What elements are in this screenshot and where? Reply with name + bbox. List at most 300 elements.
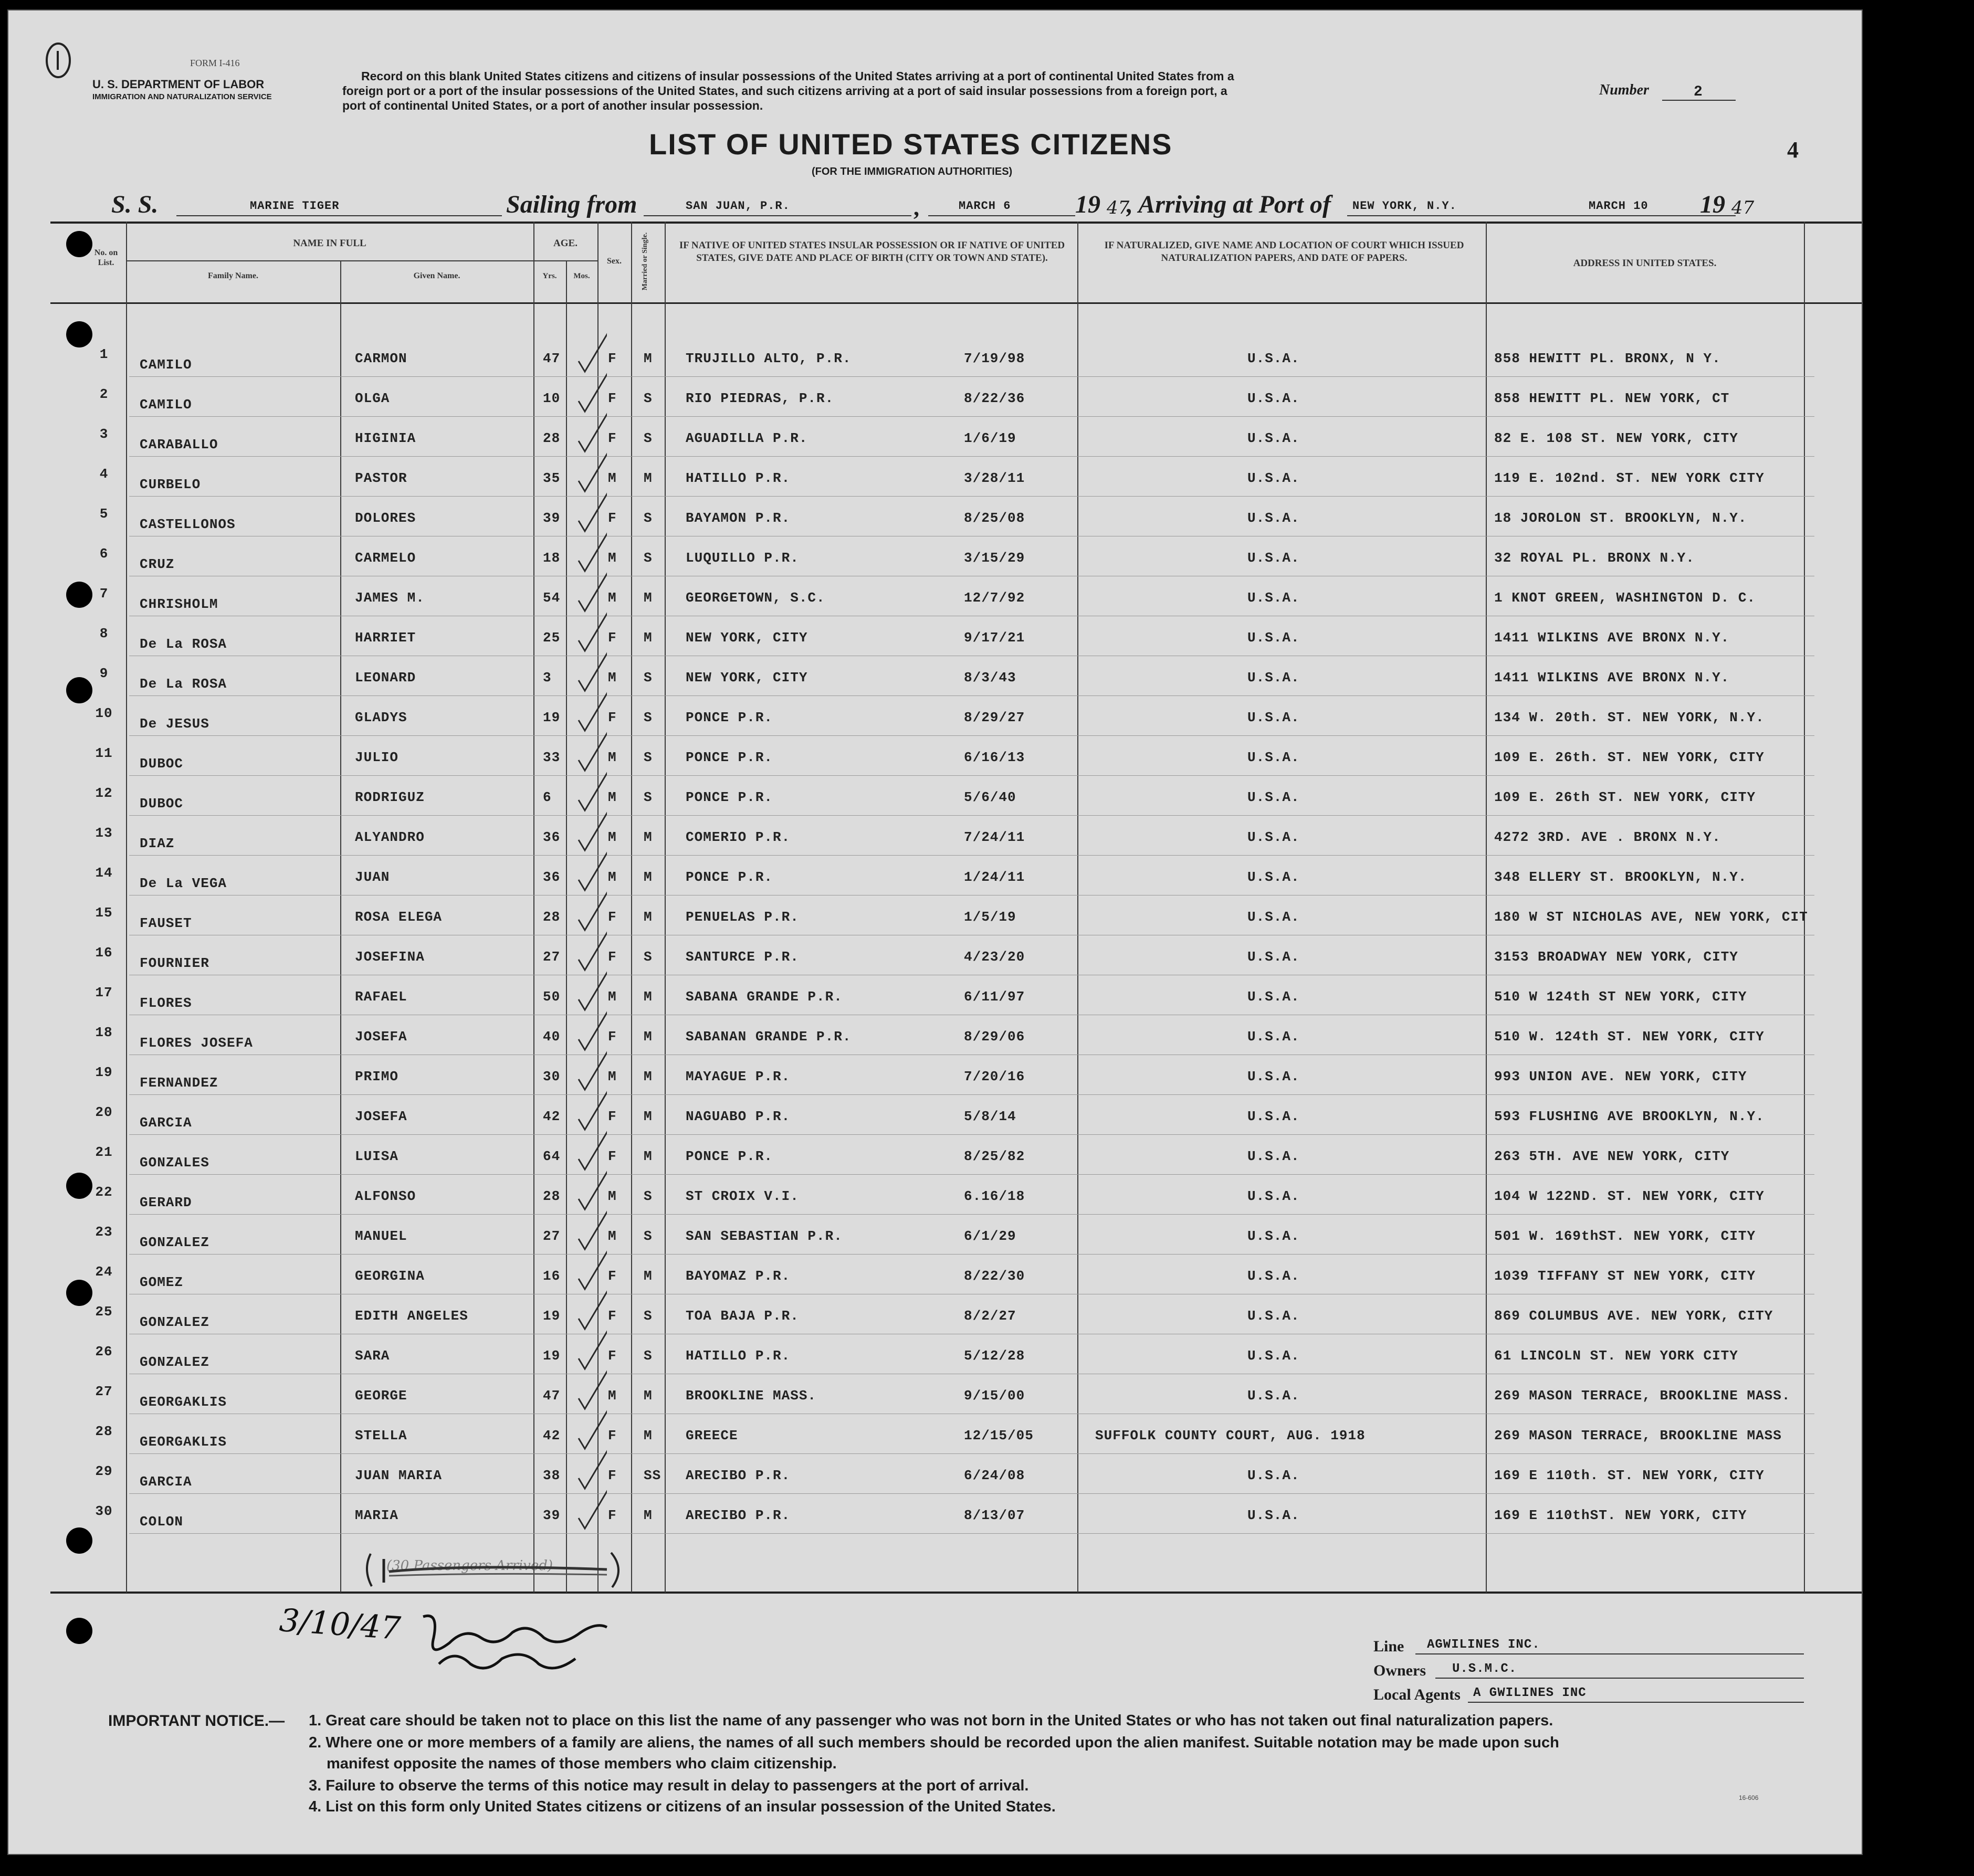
birth-place: ARECIBO P.R. xyxy=(686,1468,791,1483)
marital-status: S xyxy=(644,1308,653,1324)
birth-date: 8/3/43 xyxy=(964,670,1016,686)
row-rule xyxy=(129,376,1814,377)
row-rule xyxy=(129,1174,1814,1175)
notice-4: 4. List on this form only United States citizens or citizens of an insular possession of the United States. xyxy=(309,1798,1056,1815)
row-number: 27 xyxy=(95,1384,113,1399)
table-row xyxy=(8,537,1862,576)
family-name: GOMEZ xyxy=(140,1274,184,1290)
birth-date: 6/24/08 xyxy=(964,1468,1025,1483)
us-address: 4272 3RD. AVE . BRONX N.Y. xyxy=(1494,829,1721,845)
table-row xyxy=(8,1176,1862,1215)
sex: F xyxy=(608,1348,617,1364)
birth-place: ST CROIX V.I. xyxy=(686,1188,799,1204)
form-code: 16-606 xyxy=(1739,1794,1759,1801)
family-name: DUBOC xyxy=(140,756,184,772)
owners-label: Owners xyxy=(1373,1662,1426,1679)
row-number: 23 xyxy=(95,1224,113,1240)
passenger-count-text: (30 Passengers Arrived) xyxy=(386,1558,553,1574)
subheader-divider-name xyxy=(126,260,533,261)
family-name: GARCIA xyxy=(140,1115,192,1131)
given-name: OLGA xyxy=(355,391,390,406)
us-address: 1411 WILKINS AVE BRONX N.Y. xyxy=(1494,630,1730,646)
table-row xyxy=(8,498,1862,536)
naturalization: U.S.A. xyxy=(1247,750,1300,765)
birth-place: AGUADILLA P.R. xyxy=(686,430,808,446)
family-name: FOURNIER xyxy=(140,955,209,971)
table-row xyxy=(8,1415,1862,1454)
given-name: LEONARD xyxy=(355,670,416,686)
marital-status: M xyxy=(644,630,653,646)
sex: F xyxy=(608,949,617,965)
given-name: HARRIET xyxy=(355,630,416,646)
age-years: 28 xyxy=(543,430,561,446)
birth-place: PONCE P.R. xyxy=(686,710,773,725)
table-row xyxy=(8,1256,1862,1294)
table-row xyxy=(8,936,1862,975)
sex: M xyxy=(608,1069,617,1084)
sex: F xyxy=(608,909,617,925)
manifest-page xyxy=(7,9,1863,1855)
given-name: ROSA ELEGA xyxy=(355,909,443,925)
age-years: 39 xyxy=(543,510,561,526)
table-row xyxy=(8,777,1862,816)
birth-date: 1/6/19 xyxy=(964,430,1016,446)
family-name: FLORES xyxy=(140,995,192,1011)
age-years: 64 xyxy=(543,1148,561,1164)
row-number: 15 xyxy=(95,905,113,921)
us-address: 501 W. 169thST. NEW YORK, CITY xyxy=(1494,1228,1756,1244)
birth-date: 8/22/30 xyxy=(964,1268,1025,1284)
naturalization: U.S.A. xyxy=(1247,550,1300,566)
naturalization: U.S.A. xyxy=(1247,1308,1300,1324)
us-address: 510 W 124th ST NEW YORK, CITY xyxy=(1494,989,1747,1005)
marital-status: M xyxy=(644,1268,653,1284)
marital-status: M xyxy=(644,1148,653,1164)
sex: M xyxy=(608,869,617,885)
passenger-rows xyxy=(8,338,1862,1556)
arrival-year-prefix: 19 xyxy=(1700,191,1725,218)
sex: F xyxy=(608,510,617,526)
us-address: 510 W. 124th ST. NEW YORK, CITY xyxy=(1494,1029,1765,1045)
marital-status: S xyxy=(644,430,653,446)
family-name: GEORGAKLIS xyxy=(140,1394,227,1410)
birth-place: NEW YORK, CITY xyxy=(686,670,808,686)
sex: F xyxy=(608,1428,617,1443)
header-age: AGE. xyxy=(553,238,578,249)
row-number: 20 xyxy=(95,1104,113,1120)
us-address: 119 E. 102nd. ST. NEW YORK CITY xyxy=(1494,470,1765,486)
table-row xyxy=(8,1096,1862,1135)
row-number: 3 xyxy=(99,426,109,442)
given-name: GEORGE xyxy=(355,1388,407,1404)
row-number: 29 xyxy=(95,1463,113,1479)
row-rule xyxy=(129,1214,1814,1215)
marital-status: S xyxy=(644,1348,653,1364)
row-number: 28 xyxy=(95,1424,113,1439)
birth-date: 8/25/08 xyxy=(964,510,1025,526)
row-number: 9 xyxy=(99,666,109,681)
row-rule xyxy=(129,496,1814,497)
age-years: 18 xyxy=(543,550,561,566)
sailing-label: Sailing from xyxy=(506,191,637,218)
subheader-divider-age xyxy=(533,260,597,261)
age-years: 42 xyxy=(543,1109,561,1124)
family-name: FAUSET xyxy=(140,915,192,931)
naturalization: U.S.A. xyxy=(1247,829,1300,845)
birth-date: 8/22/36 xyxy=(964,391,1025,406)
sailing-date-underline xyxy=(928,215,1075,216)
birth-place: RIO PIEDRAS, P.R. xyxy=(686,391,834,406)
age-years: 47 xyxy=(543,351,561,366)
age-years: 19 xyxy=(543,1348,561,1364)
header-yrs: Yrs. xyxy=(542,272,557,280)
naturalization: U.S.A. xyxy=(1247,391,1300,406)
sex: F xyxy=(608,351,617,366)
family-name: DIAZ xyxy=(140,836,175,851)
us-address: 858 HEWITT PL. NEW YORK, CT xyxy=(1494,391,1730,406)
sex: M xyxy=(608,470,617,486)
naturalization: U.S.A. xyxy=(1247,1268,1300,1284)
family-name: CARABALLO xyxy=(140,437,218,452)
ship-underline xyxy=(176,215,502,216)
naturalization: U.S.A. xyxy=(1247,630,1300,646)
notice-1: 1. Great care should be taken not to place on this list the name of any passenger who was not born in the United States or who has not taken out final naturalization papers. xyxy=(309,1712,1553,1729)
row-rule xyxy=(129,1134,1814,1135)
birth-place: COMERIO P.R. xyxy=(686,829,791,845)
age-years: 28 xyxy=(543,1188,561,1204)
us-address: 169 E 110thST. NEW YORK, CITY xyxy=(1494,1508,1747,1523)
table-row xyxy=(8,458,1862,497)
header-married-single: Married or Single. xyxy=(641,232,649,291)
birth-place: SAN SEBASTIAN P.R. xyxy=(686,1228,843,1244)
naturalization: U.S.A. xyxy=(1247,1228,1300,1244)
naturalization: U.S.A. xyxy=(1247,1508,1300,1523)
row-rule xyxy=(129,1254,1814,1255)
birth-place: BAYAMON P.R. xyxy=(686,510,791,526)
marital-status: M xyxy=(644,590,653,606)
row-rule xyxy=(129,416,1814,417)
table-row xyxy=(8,1216,1862,1255)
birth-date: 8/2/27 xyxy=(964,1308,1016,1324)
sex: M xyxy=(608,829,617,845)
marital-status: S xyxy=(644,1188,653,1204)
birth-date: 1/5/19 xyxy=(964,909,1016,925)
us-address: 593 FLUSHING AVE BROOKLYN, N.Y. xyxy=(1494,1109,1765,1124)
agents-label: Local Agents xyxy=(1373,1686,1461,1703)
given-name: CARMELO xyxy=(355,550,416,566)
family-name: De La ROSA xyxy=(140,676,227,692)
given-name: HIGINIA xyxy=(355,430,416,446)
comma-1: , xyxy=(914,195,919,220)
naturalization: U.S.A. xyxy=(1247,869,1300,885)
sex: F xyxy=(608,1468,617,1483)
table-row xyxy=(8,976,1862,1015)
table-row xyxy=(8,1375,1862,1414)
sex: F xyxy=(608,1268,617,1284)
age-years: 36 xyxy=(543,869,561,885)
row-number: 1 xyxy=(99,346,109,362)
us-address: 3153 BROADWAY NEW YORK, CITY xyxy=(1494,949,1738,965)
given-name: PRIMO xyxy=(355,1069,399,1084)
age-years: 38 xyxy=(543,1468,561,1483)
instructions-line-3: port of continental United States, or a port of another insular possession. xyxy=(342,99,763,112)
us-address: 32 ROYAL PL. BRONX N.Y. xyxy=(1494,550,1695,566)
birth-date: 5/6/40 xyxy=(964,789,1016,805)
birth-place: SABANA GRANDE P.R. xyxy=(686,989,843,1005)
age-years: 36 xyxy=(543,829,561,845)
marital-status: S xyxy=(644,949,653,965)
row-rule xyxy=(129,1493,1814,1494)
naturalization: U.S.A. xyxy=(1247,1148,1300,1164)
naturalization: U.S.A. xyxy=(1247,430,1300,446)
sex: F xyxy=(608,1508,617,1523)
age-years: 47 xyxy=(543,1388,561,1404)
header-no-on-list: No. on List. xyxy=(94,248,118,267)
row-number: 25 xyxy=(95,1304,113,1320)
marital-status: M xyxy=(644,869,653,885)
ss-label: S. S. xyxy=(111,191,159,218)
birth-place: PENUELAS P.R. xyxy=(686,909,799,925)
marital-status: S xyxy=(644,510,653,526)
department-name: U. S. DEPARTMENT OF LABOR xyxy=(92,78,265,91)
row-number: 24 xyxy=(95,1264,113,1280)
family-name: CRUZ xyxy=(140,556,175,572)
family-name: GONZALEZ xyxy=(140,1314,209,1330)
header-family-name: Family Name. xyxy=(208,271,258,280)
marital-status: M xyxy=(644,909,653,925)
arriving-label: , Arriving at Port of xyxy=(1127,191,1331,218)
birth-date: 7/20/16 xyxy=(964,1069,1025,1084)
notice-heading: IMPORTANT NOTICE.— xyxy=(108,1712,285,1730)
header-address: ADDRESS IN UNITED STATES. xyxy=(1573,258,1717,269)
form-number: FORM I-416 xyxy=(190,58,240,68)
us-address: 1039 TIFFANY ST NEW YORK, CITY xyxy=(1494,1268,1756,1284)
marital-status: M xyxy=(644,1029,653,1045)
sex: M xyxy=(608,670,617,686)
age-years: 25 xyxy=(543,630,561,646)
family-name: FLORES JOSEFA xyxy=(140,1035,253,1051)
header-bottom-border xyxy=(50,302,1862,304)
age-years: 6 xyxy=(543,789,552,805)
row-rule xyxy=(129,775,1814,776)
naturalization: U.S.A. xyxy=(1247,351,1300,366)
us-address: 858 HEWITT PL. BRONX, N Y. xyxy=(1494,351,1721,366)
family-name: GONZALEZ xyxy=(140,1354,209,1370)
birth-place: ARECIBO P.R. xyxy=(686,1508,791,1523)
table-row xyxy=(8,857,1862,895)
header-naturalized: IF NATURALIZED, GIVE NAME AND LOCATION OF COURT WHICH ISSUED NATURALIZATION PAPERS, AND DATE OF PAPERS. xyxy=(1104,240,1464,264)
naturalization: U.S.A. xyxy=(1247,1348,1300,1364)
naturalization: U.S.A. xyxy=(1247,949,1300,965)
marital-status: M xyxy=(644,1428,653,1443)
sex: F xyxy=(608,1148,617,1164)
given-name: JAMES M. xyxy=(355,590,425,606)
naturalization: U.S.A. xyxy=(1247,1069,1300,1084)
table-row xyxy=(8,737,1862,776)
row-number: 6 xyxy=(99,546,109,562)
birth-place: HATILLO P.R. xyxy=(686,1348,791,1364)
table-row xyxy=(8,1455,1862,1494)
sailing-port: SAN JUAN, P.R. xyxy=(686,199,790,213)
us-address: 104 W 122ND. ST. NEW YORK, CITY xyxy=(1494,1188,1765,1204)
given-name: STELLA xyxy=(355,1428,407,1443)
sex: M xyxy=(608,789,617,805)
form-title: LIST OF UNITED STATES CITIZENS xyxy=(649,128,1173,161)
given-name: RODRIGUZ xyxy=(355,789,425,805)
table-row xyxy=(8,577,1862,616)
birth-place: MAYAGUE P.R. xyxy=(686,1069,791,1084)
table-row xyxy=(8,657,1862,696)
given-name: JULIO xyxy=(355,750,399,765)
birth-date: 8/29/06 xyxy=(964,1029,1025,1045)
table-row xyxy=(8,1136,1862,1175)
family-name: FERNANDEZ xyxy=(140,1075,218,1091)
family-name: CAMILO xyxy=(140,397,192,413)
marital-status: S xyxy=(644,1228,653,1244)
us-address: 18 JOROLON ST. BROOKLYN, N.Y. xyxy=(1494,510,1747,526)
birth-place: NAGUABO P.R. xyxy=(686,1109,791,1124)
birth-place: SANTURCE P.R. xyxy=(686,949,799,965)
sailing-year-prefix: 19 xyxy=(1075,191,1100,218)
sailing-underline xyxy=(644,215,911,216)
sex: M xyxy=(608,750,617,765)
row-rule xyxy=(129,1453,1814,1454)
age-years: 3 xyxy=(543,670,552,686)
birth-place: HATILLO P.R. xyxy=(686,470,791,486)
line-underline xyxy=(1415,1653,1804,1654)
birth-date: 1/24/11 xyxy=(964,869,1025,885)
row-rule xyxy=(129,735,1814,736)
given-name: CARMON xyxy=(355,351,407,366)
us-address: 993 UNION AVE. NEW YORK, CITY xyxy=(1494,1069,1747,1084)
birth-place: TRUJILLO ALTO, P.R. xyxy=(686,351,852,366)
header-sex: Sex. xyxy=(607,257,622,266)
row-rule xyxy=(129,456,1814,457)
us-address: 348 ELLERY ST. BROOKLYN, N.Y. xyxy=(1494,869,1747,885)
row-number: 12 xyxy=(95,785,113,801)
sex: M xyxy=(608,550,617,566)
sex: F xyxy=(608,1308,617,1324)
table-row xyxy=(8,1495,1862,1534)
family-name: GONZALES xyxy=(140,1155,209,1171)
marital-status: S xyxy=(644,670,653,686)
sailing-date: MARCH 6 xyxy=(959,199,1011,213)
table-row xyxy=(8,1016,1862,1055)
birth-date: 9/17/21 xyxy=(964,630,1025,646)
sailing-year: 47 xyxy=(1107,197,1130,218)
family-name: COLON xyxy=(140,1514,184,1530)
birth-date: 5/12/28 xyxy=(964,1348,1025,1364)
age-years: 27 xyxy=(543,1228,561,1244)
age-years: 19 xyxy=(543,710,561,725)
marital-status: S xyxy=(644,391,653,406)
us-address: 109 E. 26th ST. NEW YORK, CITY xyxy=(1494,789,1756,805)
signature-date: 3/10/47 xyxy=(278,1602,402,1647)
sex: F xyxy=(608,1029,617,1045)
row-number: 13 xyxy=(95,825,113,841)
row-rule xyxy=(129,1094,1814,1095)
birth-place: BROOKLINE MASS. xyxy=(686,1388,817,1404)
family-name: GONZALEZ xyxy=(140,1235,209,1250)
age-years: 10 xyxy=(543,391,561,406)
us-address: 61 LINCOLN ST. NEW YORK CITY xyxy=(1494,1348,1738,1364)
us-address: 180 W ST NICHOLAS AVE, NEW YORK, CIT xyxy=(1494,909,1808,925)
table-row xyxy=(8,338,1862,377)
page-number: 4 xyxy=(1787,137,1799,163)
row-number: 10 xyxy=(95,705,113,721)
naturalization: U.S.A. xyxy=(1247,1029,1300,1045)
sex: F xyxy=(608,391,617,406)
birth-date: 12/15/05 xyxy=(964,1428,1034,1443)
row-rule xyxy=(129,1533,1814,1534)
birth-date: 9/15/00 xyxy=(964,1388,1025,1404)
given-name: MANUEL xyxy=(355,1228,407,1244)
given-name: MARIA xyxy=(355,1508,399,1523)
family-name: GEORGAKLIS xyxy=(140,1434,227,1450)
birth-place: GEORGETOWN, S.C. xyxy=(686,590,825,606)
us-address: 134 W. 20th. ST. NEW YORK, N.Y. xyxy=(1494,710,1765,725)
naturalization: U.S.A. xyxy=(1247,470,1300,486)
family-name: GARCIA xyxy=(140,1474,192,1490)
family-name: CASTELLONOS xyxy=(140,517,236,532)
marital-status: S xyxy=(644,789,653,805)
given-name: SARA xyxy=(355,1348,390,1364)
table-row xyxy=(8,1335,1862,1374)
given-name: GLADYS xyxy=(355,710,407,725)
naturalization: U.S.A. xyxy=(1247,789,1300,805)
birth-place: SABANAN GRANDE P.R. xyxy=(686,1029,852,1045)
sex: M xyxy=(608,1188,617,1204)
age-years: 28 xyxy=(543,909,561,925)
table-row xyxy=(8,617,1862,656)
sex: F xyxy=(608,1109,617,1124)
birth-date: 6/16/13 xyxy=(964,750,1025,765)
birth-date: 5/8/14 xyxy=(964,1109,1016,1124)
arrival-year: 47 xyxy=(1731,197,1755,218)
birth-date: 12/7/92 xyxy=(964,590,1025,606)
table-top-border xyxy=(50,222,1862,224)
birth-place: NEW YORK, CITY xyxy=(686,630,808,646)
age-years: 50 xyxy=(543,989,561,1005)
age-years: 16 xyxy=(543,1268,561,1284)
punch-hole xyxy=(66,1618,92,1644)
given-name: GEORGINA xyxy=(355,1268,425,1284)
given-name: DOLORES xyxy=(355,510,416,526)
given-name: LUISA xyxy=(355,1148,399,1164)
sex: M xyxy=(608,989,617,1005)
row-number: 30 xyxy=(95,1503,113,1519)
row-number: 4 xyxy=(99,466,109,482)
row-rule xyxy=(129,815,1814,816)
row-number: 8 xyxy=(99,626,109,641)
birth-place: PONCE P.R. xyxy=(686,869,773,885)
family-name: De La ROSA xyxy=(140,636,227,652)
marital-status: S xyxy=(644,710,653,725)
family-name: GERARD xyxy=(140,1195,192,1210)
family-name: CHRISHOLM xyxy=(140,596,218,612)
row-rule xyxy=(129,855,1814,856)
header-given-name: Given Name. xyxy=(413,271,460,280)
birth-place: PONCE P.R. xyxy=(686,1148,773,1164)
table-row xyxy=(8,897,1862,935)
ship-name: MARINE TIGER xyxy=(250,199,340,213)
age-years: 33 xyxy=(543,750,561,765)
birth-place: GREECE xyxy=(686,1428,738,1443)
birth-place: PONCE P.R. xyxy=(686,750,773,765)
instructions-line-2: foreign port or a port of the insular possessions of the United States, and such citizens arriving at a port of said insular possessions from a foreign port, a xyxy=(342,84,1227,98)
birth-date: 3/28/11 xyxy=(964,470,1025,486)
family-name: De La VEGA xyxy=(140,876,227,891)
